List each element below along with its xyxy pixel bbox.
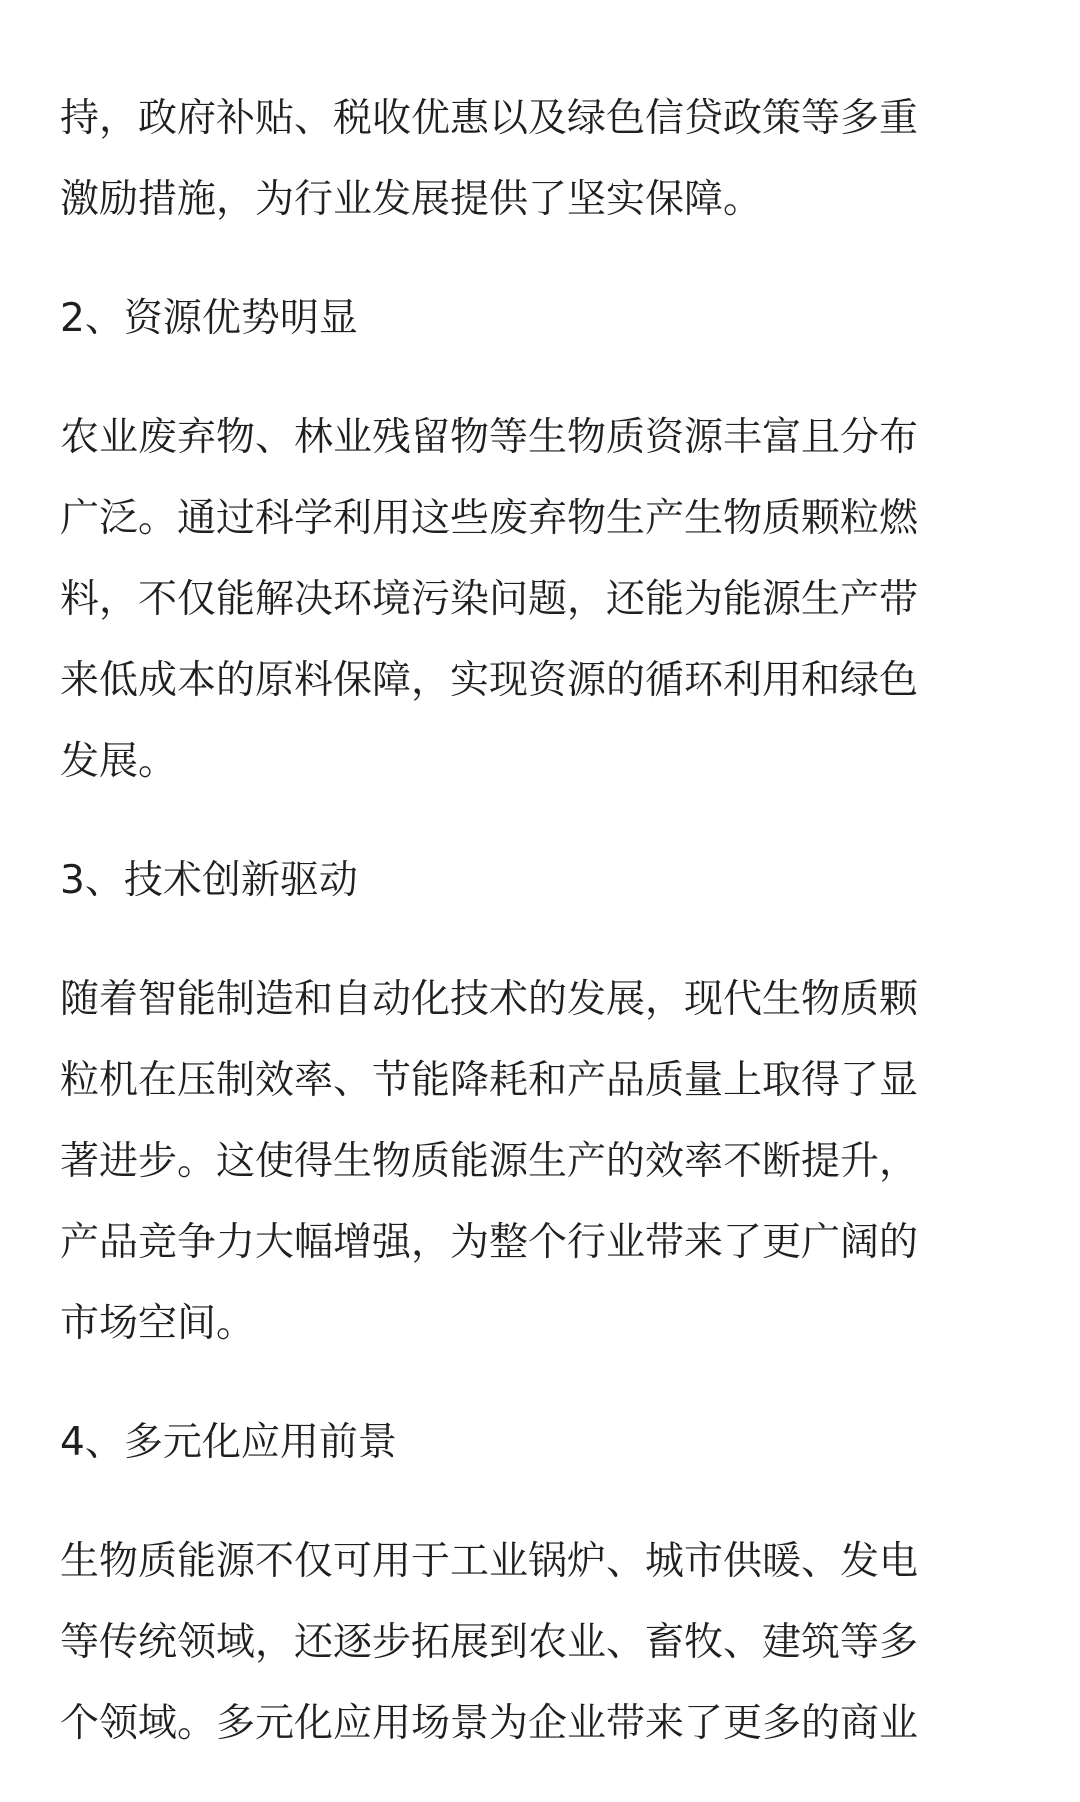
paragraph-line: 持，政府补贴、税收优惠以及绿色信贷政策等多重 [60, 96, 919, 141]
section-heading-diverse-applications: 4、多元化应用前景 [60, 1420, 397, 1465]
section-heading-tech-innovation: 3、技术创新驱动 [60, 858, 358, 903]
paragraph-line: 市场空间。 [60, 1301, 256, 1346]
paragraph-line: 料，不仅能解决环境污染问题，还能为能源生产带 [60, 577, 919, 622]
section-heading-resource-advantage: 2、资源优势明显 [60, 296, 358, 341]
paragraph-line: 粒机在压制效率、节能降耗和产品质量上取得了显 [60, 1058, 919, 1103]
paragraph-line: 生物质能源不仅可用于工业锅炉、城市供暖、发电 [60, 1539, 919, 1584]
paragraph-line: 广泛。通过科学利用这些废弃物生产生物质颗粒燃 [60, 496, 919, 541]
paragraph-policy-support [60, 78, 1020, 240]
paragraph-line: 个领域。多元化应用场景为企业带来了更多的商业 [60, 1701, 919, 1746]
paragraph-line: 等传统领域，还逐步拓展到农业、畜牧、建筑等多 [60, 1620, 919, 1665]
paragraph-line: 产品竞争力大幅增强，为整个行业带来了更广阔的 [60, 1220, 919, 1265]
paragraph-resource-advantage [60, 397, 1020, 802]
paragraph-diverse-applications [60, 1521, 1020, 1764]
paragraph-line: 激励措施，为行业发展提供了坚实保障。 [60, 177, 763, 222]
paragraph-line: 随着智能制造和自动化技术的发展，现代生物质颗 [60, 977, 919, 1022]
paragraph-line: 发展。 [60, 739, 178, 784]
article-body [60, 78, 1020, 1802]
paragraph-tech-innovation [60, 959, 1020, 1364]
paragraph-line: 著进步。这使得生物质能源生产的效率不断提升， [60, 1139, 919, 1184]
paragraph-line: 来低成本的原料保障，实现资源的循环利用和绿色 [60, 658, 919, 703]
paragraph-line: 农业废弃物、林业残留物等生物质资源丰富且分布 [60, 415, 919, 460]
